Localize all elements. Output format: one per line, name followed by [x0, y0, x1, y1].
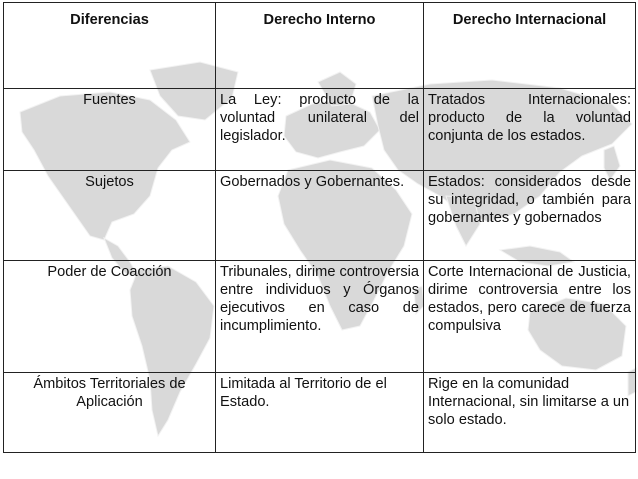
cell-internacional-fuentes: Tratados Internacionales: producto de la voluntad conjunta de los estados.: [424, 89, 636, 171]
cell-interno-ambitos-territoriales: Limitada al Territorio de el Estado.: [216, 373, 424, 453]
differences-table: [3, 2, 636, 453]
table-row: [4, 171, 636, 261]
cell-internacional-sujetos: Estados: considerados desde su integridad, o también para gobernantes y gobernados: [424, 171, 636, 261]
cell-interno-fuentes: La Ley: producto de la voluntad unilateral del legislador.: [216, 89, 424, 171]
row-label-fuentes: Fuentes: [4, 89, 216, 171]
row-label-poder-de-coaccion: Poder de Coacción: [4, 261, 216, 373]
table-row: [4, 261, 636, 373]
cell-internacional-ambitos-territoriales: Rige en la comunidad Internacional, sin limitarse a un solo estado.: [424, 373, 636, 453]
table-header-row: [4, 3, 636, 89]
cell-interno-poder-de-coaccion: Tribunales, dirime controversia entre individuos y Órganos ejecutivos en caso de incumplimiento.: [216, 261, 424, 373]
cell-internacional-poder-de-coaccion: Corte Internacional de Justicia, dirime controversia entre los estados, pero carece de fuerza compulsiva: [424, 261, 636, 373]
cell-interno-sujetos: Gobernados y Gobernantes.: [216, 171, 424, 261]
table-row: [4, 89, 636, 171]
row-label-sujetos: Sujetos: [4, 171, 216, 261]
header-derecho-interno: Derecho Interno: [216, 3, 424, 89]
header-derecho-internacional: Derecho Internacional: [424, 3, 636, 89]
header-diferencias: Diferencias: [4, 3, 216, 89]
table-row: [4, 373, 636, 453]
row-label-ambitos-territoriales: Ámbitos Territoriales de Aplicación: [4, 373, 216, 453]
